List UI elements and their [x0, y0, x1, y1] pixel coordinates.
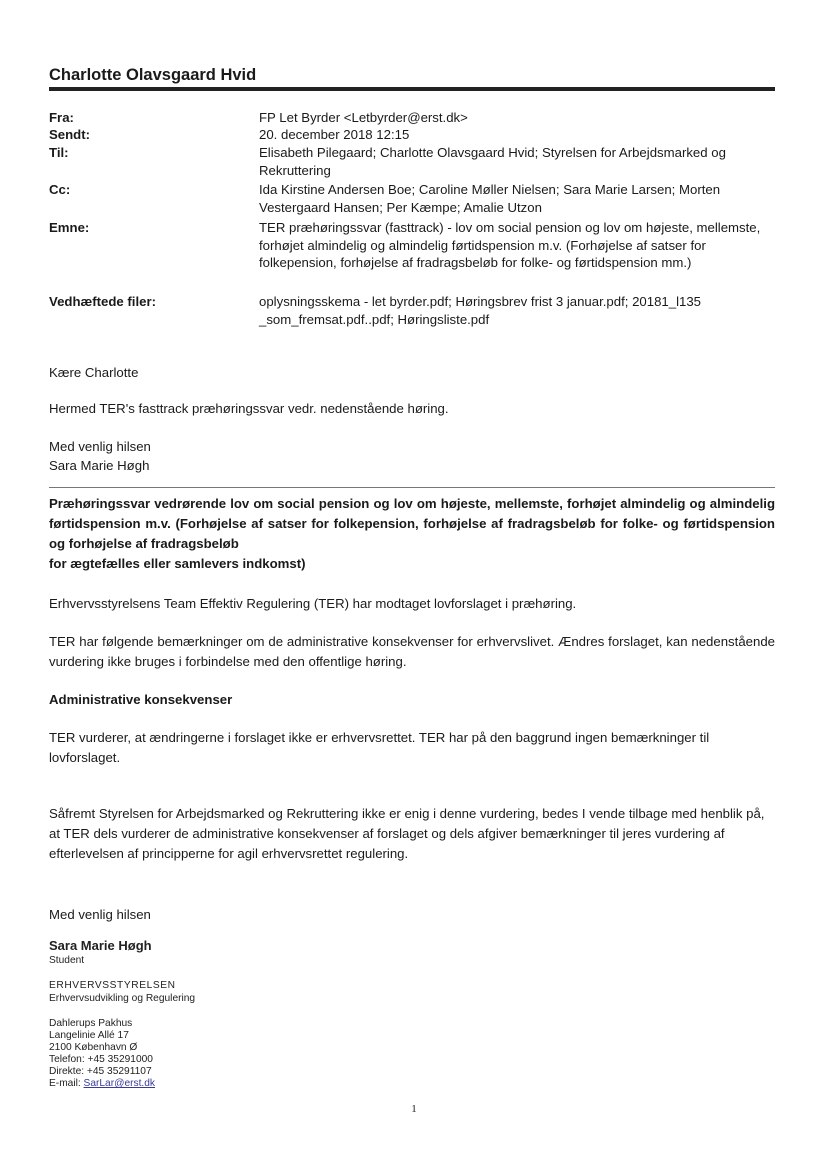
address-line: Langelinie Allé 17	[49, 1030, 129, 1041]
field-attachments	[49, 293, 775, 329]
field-label: Fra:	[49, 110, 74, 125]
field-label: Vedhæftede filer:	[49, 294, 156, 309]
signature-title: Student	[49, 955, 85, 966]
field-value: Ida Kirstine Andersen Boe; Caroline Møller Nielsen; Sara Marie Larsen; Morten Vestergaard Hansen; Per Kæmpe; Amalie Utzon	[259, 182, 721, 215]
closing-salutation: Med venlig hilsen	[49, 439, 151, 454]
mailbox-owner-name: Charlotte Olavsgaard Hvid	[49, 66, 257, 84]
subject-heading-end: for ægtefælles eller samlevers indkomst)	[49, 556, 306, 571]
field-subject	[49, 219, 775, 291]
header-rule	[49, 87, 775, 91]
paragraph: TER har følgende bemærkninger om de administrative konsekvenser for erhvervslivet. Ændres forslaget, kan nedenstående vurdering ikke bruges i forbindelse med den offentlige høring.	[49, 634, 775, 669]
field-cc	[49, 181, 775, 217]
paragraph: TER vurderer, at ændringerne i forslaget ikke er erhvervsrettet. TER har på den baggrund ingen bemærkninger til lovforslaget.	[49, 730, 710, 765]
signature-department: Erhvervsudvikling og Regulering	[49, 993, 196, 1004]
separator-line	[49, 487, 775, 488]
field-label: Emne:	[49, 220, 90, 235]
subject-heading: Præhøringssvar vedrørende lov om social pension og lov om højeste, mellemste, forhøjet almindelig og almindelig førtidspension m.v. (Forhøjelse af satser for folkepension, forhøjelse af fradragsbeløb for folke- og førtidspension og forhøjelse af fradragsbeløb	[49, 496, 775, 551]
signature-organization: ERHVERVSSTYRELSEN	[49, 980, 176, 991]
field-label: Cc:	[49, 182, 71, 197]
field-value: oplysningsskema - let byrder.pdf; Høringsbrev frist 3 januar.pdf; 20181_l135 _som_fremsat.pdf..pdf; Høringsliste.pdf	[259, 294, 702, 327]
page-number: 1	[411, 1103, 417, 1115]
closing-name: Sara Marie Høgh	[49, 458, 150, 473]
field-label: Sendt:	[49, 127, 91, 142]
address-line: Dahlerups Pakhus	[49, 1018, 133, 1029]
field-value: Elisabeth Pilegaard; Charlotte Olavsgaard Hvid; Styrelsen for Arbejdsmarked og Rekruttering	[259, 145, 726, 178]
paragraph: Såfremt Styrelsen for Arbejdsmarked og Rekruttering ikke er enig i denne vurdering, bedes I vende tilbage med henblik på, at TER dels vurderer de administrative konsekvenser af forslaget og dels afgiver bemærkninger til jeres vurdering af efterlevelsen af principperne for agil erhvervsrettet regulering.	[49, 806, 765, 861]
email-line	[49, 1078, 155, 1090]
greeting: Kære Charlotte	[49, 365, 139, 380]
field-to	[49, 144, 775, 180]
field-value: 20. december 2018 12:15	[259, 127, 410, 142]
phone-line: Telefon: +45 35291000	[49, 1054, 153, 1065]
field-label: Til:	[49, 145, 69, 160]
signature-name: Sara Marie Høgh	[49, 938, 152, 953]
address-line: 2100 København Ø	[49, 1042, 138, 1053]
field-value: FP Let Byrder <Letbyrder@erst.dk>	[259, 110, 468, 125]
intro-text: Hermed TER's fasttrack præhøringssvar vedr. nedenstående høring.	[49, 401, 449, 416]
paragraph: Erhvervsstyrelsens Team Effektiv Regulering (TER) har modtaget lovforslaget i præhøring.	[49, 596, 577, 611]
email-link[interactable]: SarLar@erst.dk	[83, 1078, 156, 1089]
closing-salutation: Med venlig hilsen	[49, 907, 151, 922]
email-label: E-mail:	[49, 1078, 84, 1089]
section-heading: Administrative konsekvenser	[49, 692, 233, 707]
field-sent	[49, 126, 775, 144]
field-value: TER præhøringssvar (fasttrack) - lov om social pension og lov om højeste, mellemste, forhøjet almindelig og almindelig førtidspension m.v. (Forhøjelse af satser for folkepension, forhøjelse af fradragsbeløb for folke- og førtidspension mm.)	[259, 220, 761, 271]
field-from	[49, 109, 775, 127]
direct-phone-line: Direkte: +45 35291107	[49, 1066, 152, 1077]
